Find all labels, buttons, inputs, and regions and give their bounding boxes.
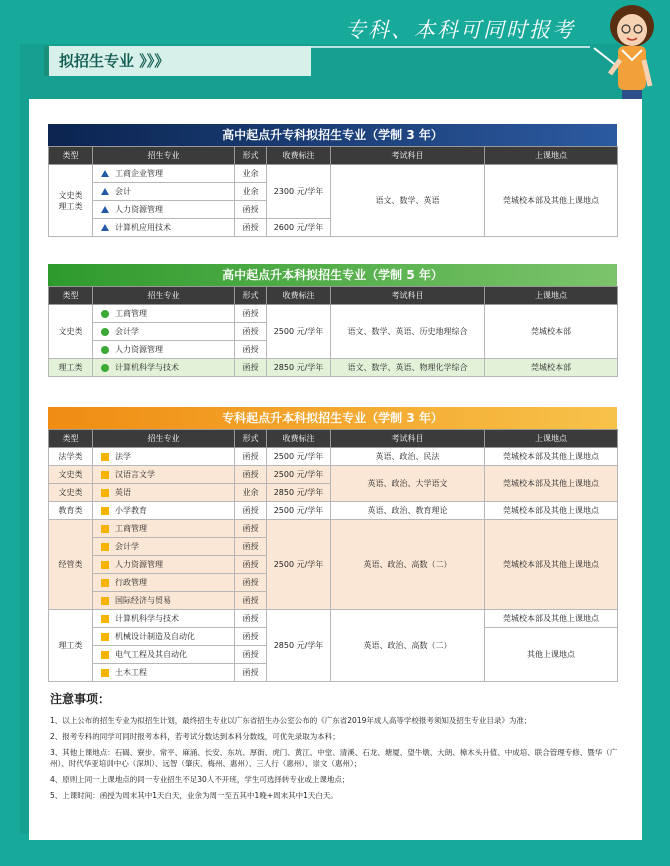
major-cell: 人力资源管理 bbox=[93, 201, 235, 219]
col-type: 类型 bbox=[49, 147, 93, 165]
form-cell: 函授 bbox=[235, 556, 267, 574]
col-form: 形式 bbox=[235, 147, 267, 165]
section-heading bbox=[44, 46, 311, 76]
major-cell: 汉语言文学 bbox=[93, 466, 235, 484]
place-cell: 莞城校本部及其他上课地点 bbox=[485, 448, 618, 466]
fee-cell: 2500 元/学年 bbox=[267, 466, 331, 484]
place-cell: 莞城校本部及其他上课地点 bbox=[485, 466, 618, 502]
dot-bullet-icon bbox=[101, 364, 109, 372]
type-cell: 教育类 bbox=[49, 502, 93, 520]
table-title: 专科起点升本科拟招生专业（学制 3 年） bbox=[48, 407, 617, 429]
table-row bbox=[49, 305, 618, 323]
triangle-bullet-icon bbox=[101, 206, 109, 213]
header-row bbox=[49, 430, 618, 448]
major-cell: 法学 bbox=[93, 448, 235, 466]
major-cell: 计算机科学与技术 bbox=[93, 610, 235, 628]
place-cell: 莞城校本部及其他上课地点 bbox=[485, 165, 618, 237]
major-cell: 电气工程及其自动化 bbox=[93, 646, 235, 664]
header-row bbox=[49, 287, 618, 305]
form-cell: 业余 bbox=[235, 183, 267, 201]
col-place: 上课地点 bbox=[485, 147, 618, 165]
triangle-bullet-icon bbox=[101, 188, 109, 195]
fee-cell: 2850 元/学年 bbox=[267, 359, 331, 377]
header-row bbox=[49, 147, 618, 165]
notes-title: 注意事项： bbox=[50, 692, 111, 706]
dot-bullet-icon bbox=[101, 346, 109, 354]
fee-cell: 2600 元/学年 bbox=[267, 219, 331, 237]
major-cell: 会计学 bbox=[93, 323, 235, 341]
major-cell: 计算机科学与技术 bbox=[93, 359, 235, 377]
col-major: 招生专业 bbox=[93, 287, 235, 305]
majors-table bbox=[48, 146, 618, 237]
major-cell: 会计学 bbox=[93, 538, 235, 556]
col-form: 形式 bbox=[235, 287, 267, 305]
col-place: 上课地点 bbox=[485, 287, 618, 305]
section-heading-text: 拟招生专业 》》》 bbox=[59, 52, 170, 70]
form-cell: 函授 bbox=[235, 502, 267, 520]
fee-cell: 2850 元/学年 bbox=[267, 610, 331, 682]
col-type: 类型 bbox=[49, 430, 93, 448]
type-cell: 文史类 bbox=[49, 305, 93, 359]
form-cell: 函授 bbox=[235, 664, 267, 682]
form-cell: 函授 bbox=[235, 448, 267, 466]
major-cell: 工商管理 bbox=[93, 520, 235, 538]
col-place: 上课地点 bbox=[485, 430, 618, 448]
table-title: 高中起点升专科拟招生专业（学制 3 年） bbox=[48, 124, 617, 146]
place-cell: 莞城校本部及其他上课地点 bbox=[485, 520, 618, 610]
type-cell: 理工类 bbox=[49, 359, 93, 377]
table-row bbox=[49, 610, 618, 628]
table-row bbox=[49, 502, 618, 520]
major-cell: 英语 bbox=[93, 484, 235, 502]
form-cell: 业余 bbox=[235, 165, 267, 183]
note-item: 5、上课时间：函授为周末其中1天白天，业余为周一至五其中1晚+周末其中1天白天。 bbox=[50, 791, 338, 800]
triangle-bullet-icon bbox=[101, 224, 109, 231]
fee-cell: 2500 元/学年 bbox=[267, 502, 331, 520]
note-item: 3、其他上课地点：石碣、寮步、常平、麻涌、长安、东坑、厚街、虎门、黄江、中堂、清溪、石龙、塘厦、望牛墩、大朗、樟木头升值、中成培、联合管理专修、暨华（广州）、时代华亚培训中心（深圳）、远智（肇庆、梅州、惠州）、三人行（惠州）、崇文（惠州）； bbox=[50, 748, 618, 768]
form-cell: 函授 bbox=[235, 538, 267, 556]
square-bullet-icon bbox=[101, 597, 109, 605]
place-cell: 其他上课地点 bbox=[485, 628, 618, 682]
col-major: 招生专业 bbox=[93, 430, 235, 448]
form-cell: 函授 bbox=[235, 610, 267, 628]
form-cell: 函授 bbox=[235, 592, 267, 610]
square-bullet-icon bbox=[101, 651, 109, 659]
exam-cell: 英语、政治、教育理论 bbox=[331, 502, 485, 520]
slogan: 专科、本科可同时报考 bbox=[345, 18, 575, 42]
major-cell: 人力资源管理 bbox=[93, 556, 235, 574]
square-bullet-icon bbox=[101, 579, 109, 587]
major-cell: 会计 bbox=[93, 183, 235, 201]
col-fee: 收费标注 bbox=[267, 287, 331, 305]
square-bullet-icon bbox=[101, 453, 109, 461]
major-cell: 小学教育 bbox=[93, 502, 235, 520]
major-cell: 国际经济与贸易 bbox=[93, 592, 235, 610]
square-bullet-icon bbox=[101, 615, 109, 623]
square-bullet-icon bbox=[101, 543, 109, 551]
note-item: 4、原则上同一上课地点的同一专业招生不足30人不开班，学生可选择转专业或上课地点； bbox=[50, 775, 350, 784]
square-bullet-icon bbox=[101, 471, 109, 479]
form-cell: 函授 bbox=[235, 359, 267, 377]
col-major: 招生专业 bbox=[93, 147, 235, 165]
major-cell: 工商企业管理 bbox=[93, 165, 235, 183]
exam-cell: 语文、数学、英语 bbox=[331, 165, 485, 237]
form-cell: 函授 bbox=[235, 219, 267, 237]
majors-table bbox=[48, 286, 618, 377]
square-bullet-icon bbox=[101, 633, 109, 641]
fee-cell: 2850 元/学年 bbox=[267, 484, 331, 502]
form-cell: 函授 bbox=[235, 341, 267, 359]
table-junior-college bbox=[48, 124, 617, 237]
exam-cell: 英语、政治、大学语文 bbox=[331, 466, 485, 502]
form-cell: 函授 bbox=[235, 628, 267, 646]
form-cell: 函授 bbox=[235, 466, 267, 484]
exam-cell: 英语、政治、民法 bbox=[331, 448, 485, 466]
fee-cell: 2500 元/学年 bbox=[267, 305, 331, 359]
form-cell: 业余 bbox=[235, 484, 267, 502]
dot-bullet-icon bbox=[101, 328, 109, 336]
col-fee: 收费标注 bbox=[267, 430, 331, 448]
exam-cell: 语文、数学、英语、历史地理综合 bbox=[331, 305, 485, 359]
table-row bbox=[49, 466, 618, 484]
table-row bbox=[49, 359, 618, 377]
major-cell: 机械设计制造及自动化 bbox=[93, 628, 235, 646]
col-fee: 收费标注 bbox=[267, 147, 331, 165]
type-cell: 文史类 bbox=[49, 484, 93, 502]
exam-cell: 英语、政治、高数（二） bbox=[331, 520, 485, 610]
triangle-bullet-icon bbox=[101, 170, 109, 177]
col-type: 类型 bbox=[49, 287, 93, 305]
table-row bbox=[49, 165, 618, 183]
type-cell: 经管类 bbox=[49, 520, 93, 610]
place-cell: 莞城校本部及其他上课地点 bbox=[485, 502, 618, 520]
fee-cell: 2500 元/学年 bbox=[267, 520, 331, 610]
form-cell: 函授 bbox=[235, 520, 267, 538]
form-cell: 函授 bbox=[235, 646, 267, 664]
fee-cell: 2500 元/学年 bbox=[267, 448, 331, 466]
square-bullet-icon bbox=[101, 669, 109, 677]
major-cell: 计算机应用技术 bbox=[93, 219, 235, 237]
col-form: 形式 bbox=[235, 430, 267, 448]
form-cell: 函授 bbox=[235, 201, 267, 219]
table-hs-to-bachelor bbox=[48, 264, 617, 377]
table-row bbox=[49, 448, 618, 466]
major-cell: 工商管理 bbox=[93, 305, 235, 323]
type-cell: 法学类 bbox=[49, 448, 93, 466]
col-exam: 考试科目 bbox=[331, 287, 485, 305]
col-exam: 考试科目 bbox=[331, 147, 485, 165]
type-cell: 理工类 bbox=[49, 610, 93, 682]
form-cell: 函授 bbox=[235, 574, 267, 592]
square-bullet-icon bbox=[101, 489, 109, 497]
square-bullet-icon bbox=[101, 507, 109, 515]
note-item: 2、报考专科的同学可同时报考本科，若考试分数达到本科分数线，可优先录取为本科； bbox=[50, 732, 340, 741]
exam-cell: 英语、政治、高数（二） bbox=[331, 610, 485, 682]
table-row bbox=[49, 520, 618, 538]
form-cell: 函授 bbox=[235, 323, 267, 341]
table-title: 高中起点升本科拟招生专业（学制 5 年） bbox=[48, 264, 617, 286]
fee-cell: 2300 元/学年 bbox=[267, 165, 331, 219]
type-cell: 文史类 理工类 bbox=[49, 165, 93, 237]
form-cell: 函授 bbox=[235, 305, 267, 323]
col-exam: 考试科目 bbox=[331, 430, 485, 448]
major-cell: 人力资源管理 bbox=[93, 341, 235, 359]
majors-table bbox=[48, 429, 618, 682]
place-cell: 莞城校本部 bbox=[485, 359, 618, 377]
notes-section bbox=[50, 690, 620, 806]
table-college-to-bachelor bbox=[48, 407, 617, 682]
major-cell: 土木工程 bbox=[93, 664, 235, 682]
type-cell: 文史类 bbox=[49, 466, 93, 484]
exam-cell: 语文、数学、英语、物理化学综合 bbox=[331, 359, 485, 377]
place-cell: 莞城校本部及其他上课地点 bbox=[485, 610, 618, 628]
slogan-underline bbox=[300, 46, 590, 48]
place-cell: 莞城校本部 bbox=[485, 305, 618, 359]
note-item: 1、以上公布的招生专业为拟招生计划，最终招生专业以广东省招生办公室公布的《广东省2019年成人高等学校报考须知及招生专业目录》为准； bbox=[50, 716, 532, 725]
dot-bullet-icon bbox=[101, 310, 109, 318]
square-bullet-icon bbox=[101, 525, 109, 533]
major-cell: 行政管理 bbox=[93, 574, 235, 592]
square-bullet-icon bbox=[101, 561, 109, 569]
